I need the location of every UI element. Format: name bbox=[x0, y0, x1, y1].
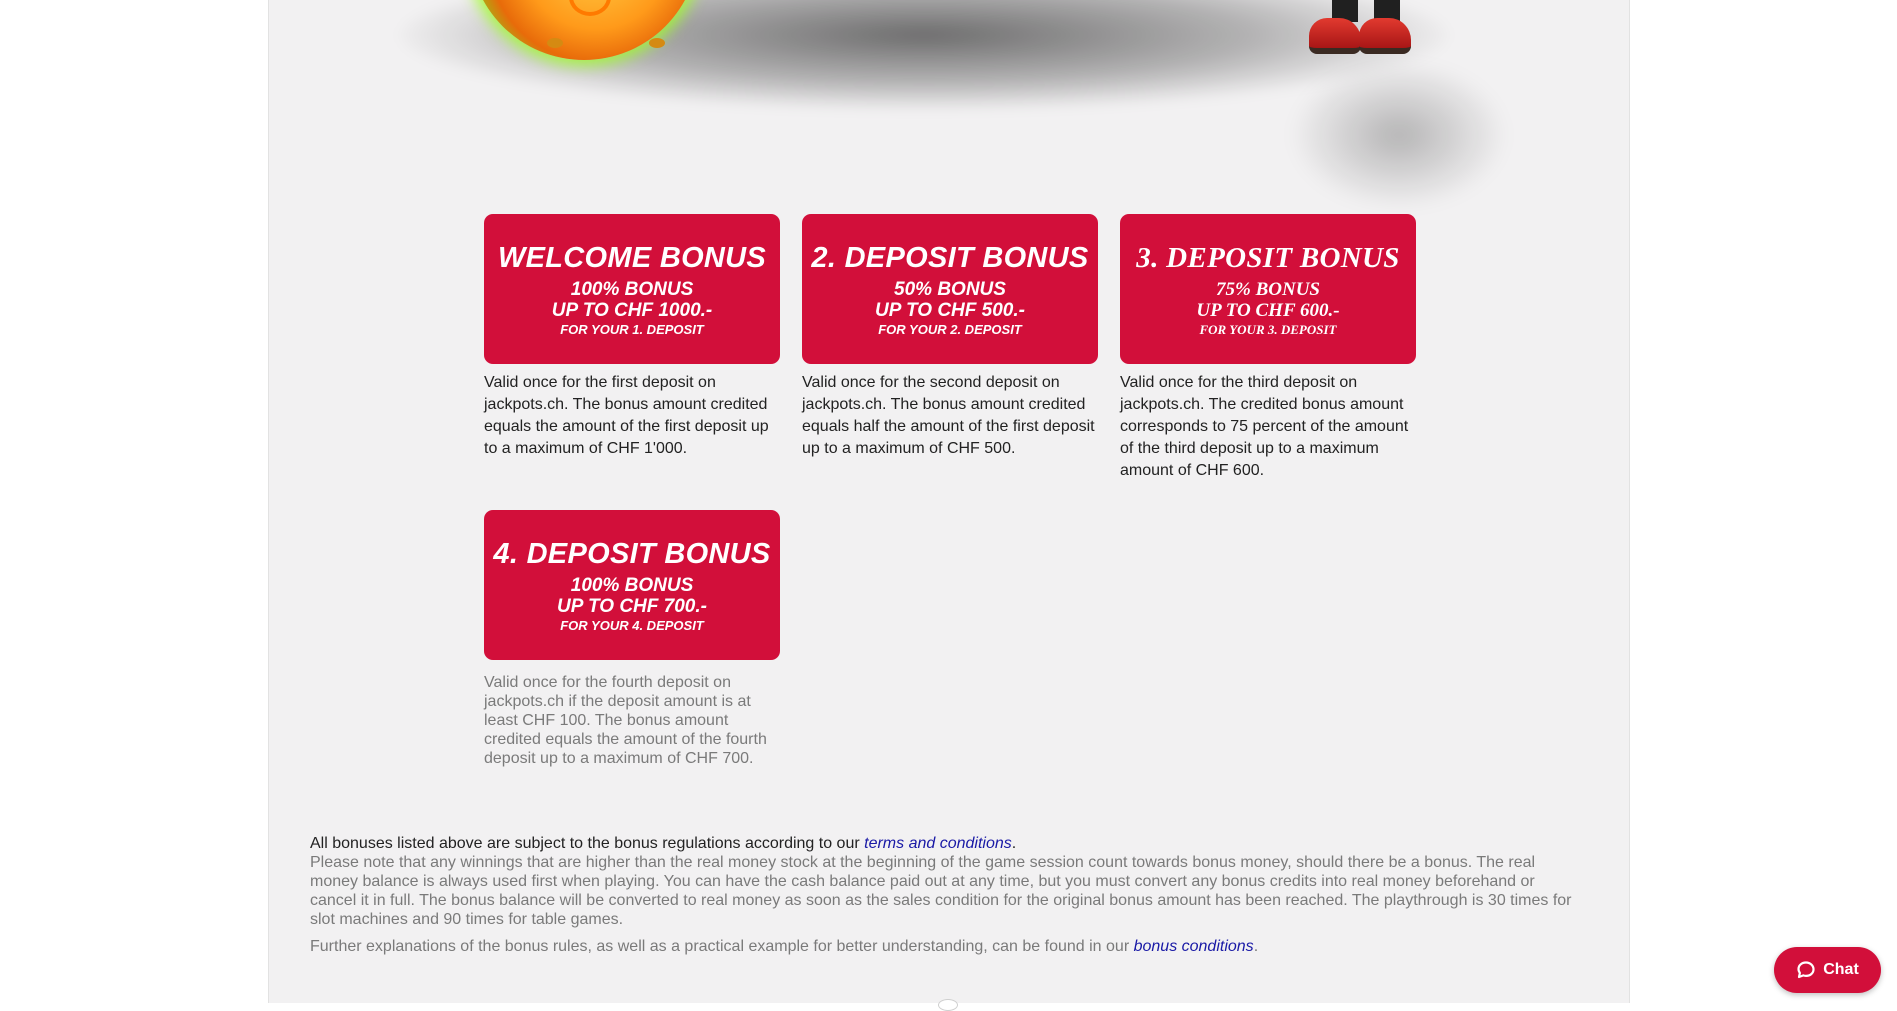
bonus-deposit-note: FOR YOUR 4. DEPOSIT bbox=[560, 618, 704, 633]
terms-intro-text: All bonuses listed above are subject to the bonus regulations according to our bbox=[310, 835, 865, 852]
figure-shoe-right bbox=[1359, 18, 1411, 54]
bonus-description: Valid once for the third deposit on jackpots.ch. The credited bonus amount corresponds to 75 percent of the amount of the third deposit up to a maximum amount of CHF 600. bbox=[1120, 374, 1409, 479]
bonus-percent: 100% BONUS bbox=[570, 575, 694, 596]
bonus-title: 3. DEPOSIT BONUS bbox=[1136, 242, 1400, 274]
terms-further-end: . bbox=[1253, 938, 1259, 955]
content-area bbox=[268, 0, 1630, 1003]
bonus-max-amount: UP TO CHF 1000.- bbox=[551, 300, 713, 321]
bonus-deposit-note: FOR YOUR 1. DEPOSIT bbox=[560, 322, 704, 337]
bonus-title: WELCOME BONUS bbox=[497, 242, 767, 274]
bonus-description: Valid once for the fourth deposit on jackpots.ch if the deposit amount is at least CHF 100. The bonus amount credited equals the amount of the fourth deposit up to a maximum of CHF 700. bbox=[484, 674, 767, 767]
bonus-description: Valid once for the second deposit on jackpots.ch. The bonus amount credited equals half the amount of the first deposit up to a maximum of CHF 500. bbox=[802, 374, 1095, 457]
bonus-title: 4. DEPOSIT BONUS bbox=[493, 538, 771, 570]
chat-label: Chat bbox=[1823, 961, 1859, 978]
bonus-deposit-note: FOR YOUR 2. DEPOSIT bbox=[878, 322, 1022, 337]
bonus-banner[interactable] bbox=[802, 214, 1098, 364]
bonus-banner[interactable] bbox=[484, 510, 780, 660]
terms-further-text: Further explanations of the bonus rules, as well as a practical example for better understanding, can be found in our bbox=[310, 938, 1134, 955]
bonus-card-deposit-4 bbox=[484, 510, 780, 768]
bonus-terms-section bbox=[310, 834, 1580, 956]
bonus-description: Valid once for the first deposit on jackpots.ch. The bonus amount credited equals the amount of the first deposit up to a maximum of CHF 1'000. bbox=[484, 374, 769, 457]
bonus-title: 2. DEPOSIT BONUS bbox=[811, 242, 1089, 274]
terms-and-conditions-link[interactable]: terms and conditions bbox=[864, 835, 1012, 852]
bonus-card-deposit-3 bbox=[1120, 214, 1416, 482]
bonus-banner[interactable] bbox=[1120, 214, 1416, 364]
bonus-percent: 75% BONUS bbox=[1216, 279, 1320, 300]
terms-intro-end: . bbox=[1011, 835, 1017, 852]
bonus-banner[interactable] bbox=[484, 214, 780, 364]
hero-shadow-figure bbox=[1289, 60, 1509, 210]
terms-body: Please note that any winnings that are higher than the real money stock at the beginning of the game session count towards bonus money, should there be a bonus. The real money balance is always used first when playing. You can have the cash balance paid out at any time, but you must convert any bonus credits into real money beforehand or cancel it in full. The bonus balance will be converted to real money as soon as the sales condition for the original bonus amount has been reached. The playthrough is 30 times for slot machines and 90 times for table games. bbox=[310, 854, 1572, 928]
bonus-max-amount: UP TO CHF 500.- bbox=[875, 300, 1025, 321]
pot-foot bbox=[649, 38, 665, 48]
terms-intro bbox=[310, 834, 1580, 853]
scroll-indicator bbox=[938, 999, 958, 1011]
bonus-max-amount: UP TO CHF 700.- bbox=[557, 596, 707, 617]
bonus-deposit-note: FOR YOUR 3. DEPOSIT bbox=[1199, 322, 1337, 337]
figure-shoe-left bbox=[1309, 18, 1361, 54]
bonus-card-deposit-2 bbox=[802, 214, 1098, 460]
chat-button[interactable] bbox=[1774, 947, 1881, 993]
bonus-percent: 50% BONUS bbox=[894, 279, 1006, 300]
terms-further bbox=[310, 937, 1580, 956]
bonus-conditions-link[interactable]: bonus conditions bbox=[1133, 938, 1254, 955]
bonus-percent: 100% BONUS bbox=[570, 279, 694, 300]
bonus-card-welcome bbox=[484, 214, 780, 460]
bonus-max-amount: UP TO CHF 600.- bbox=[1196, 300, 1340, 321]
pot-foot bbox=[547, 38, 563, 48]
chat-bubble-icon bbox=[1796, 960, 1816, 980]
